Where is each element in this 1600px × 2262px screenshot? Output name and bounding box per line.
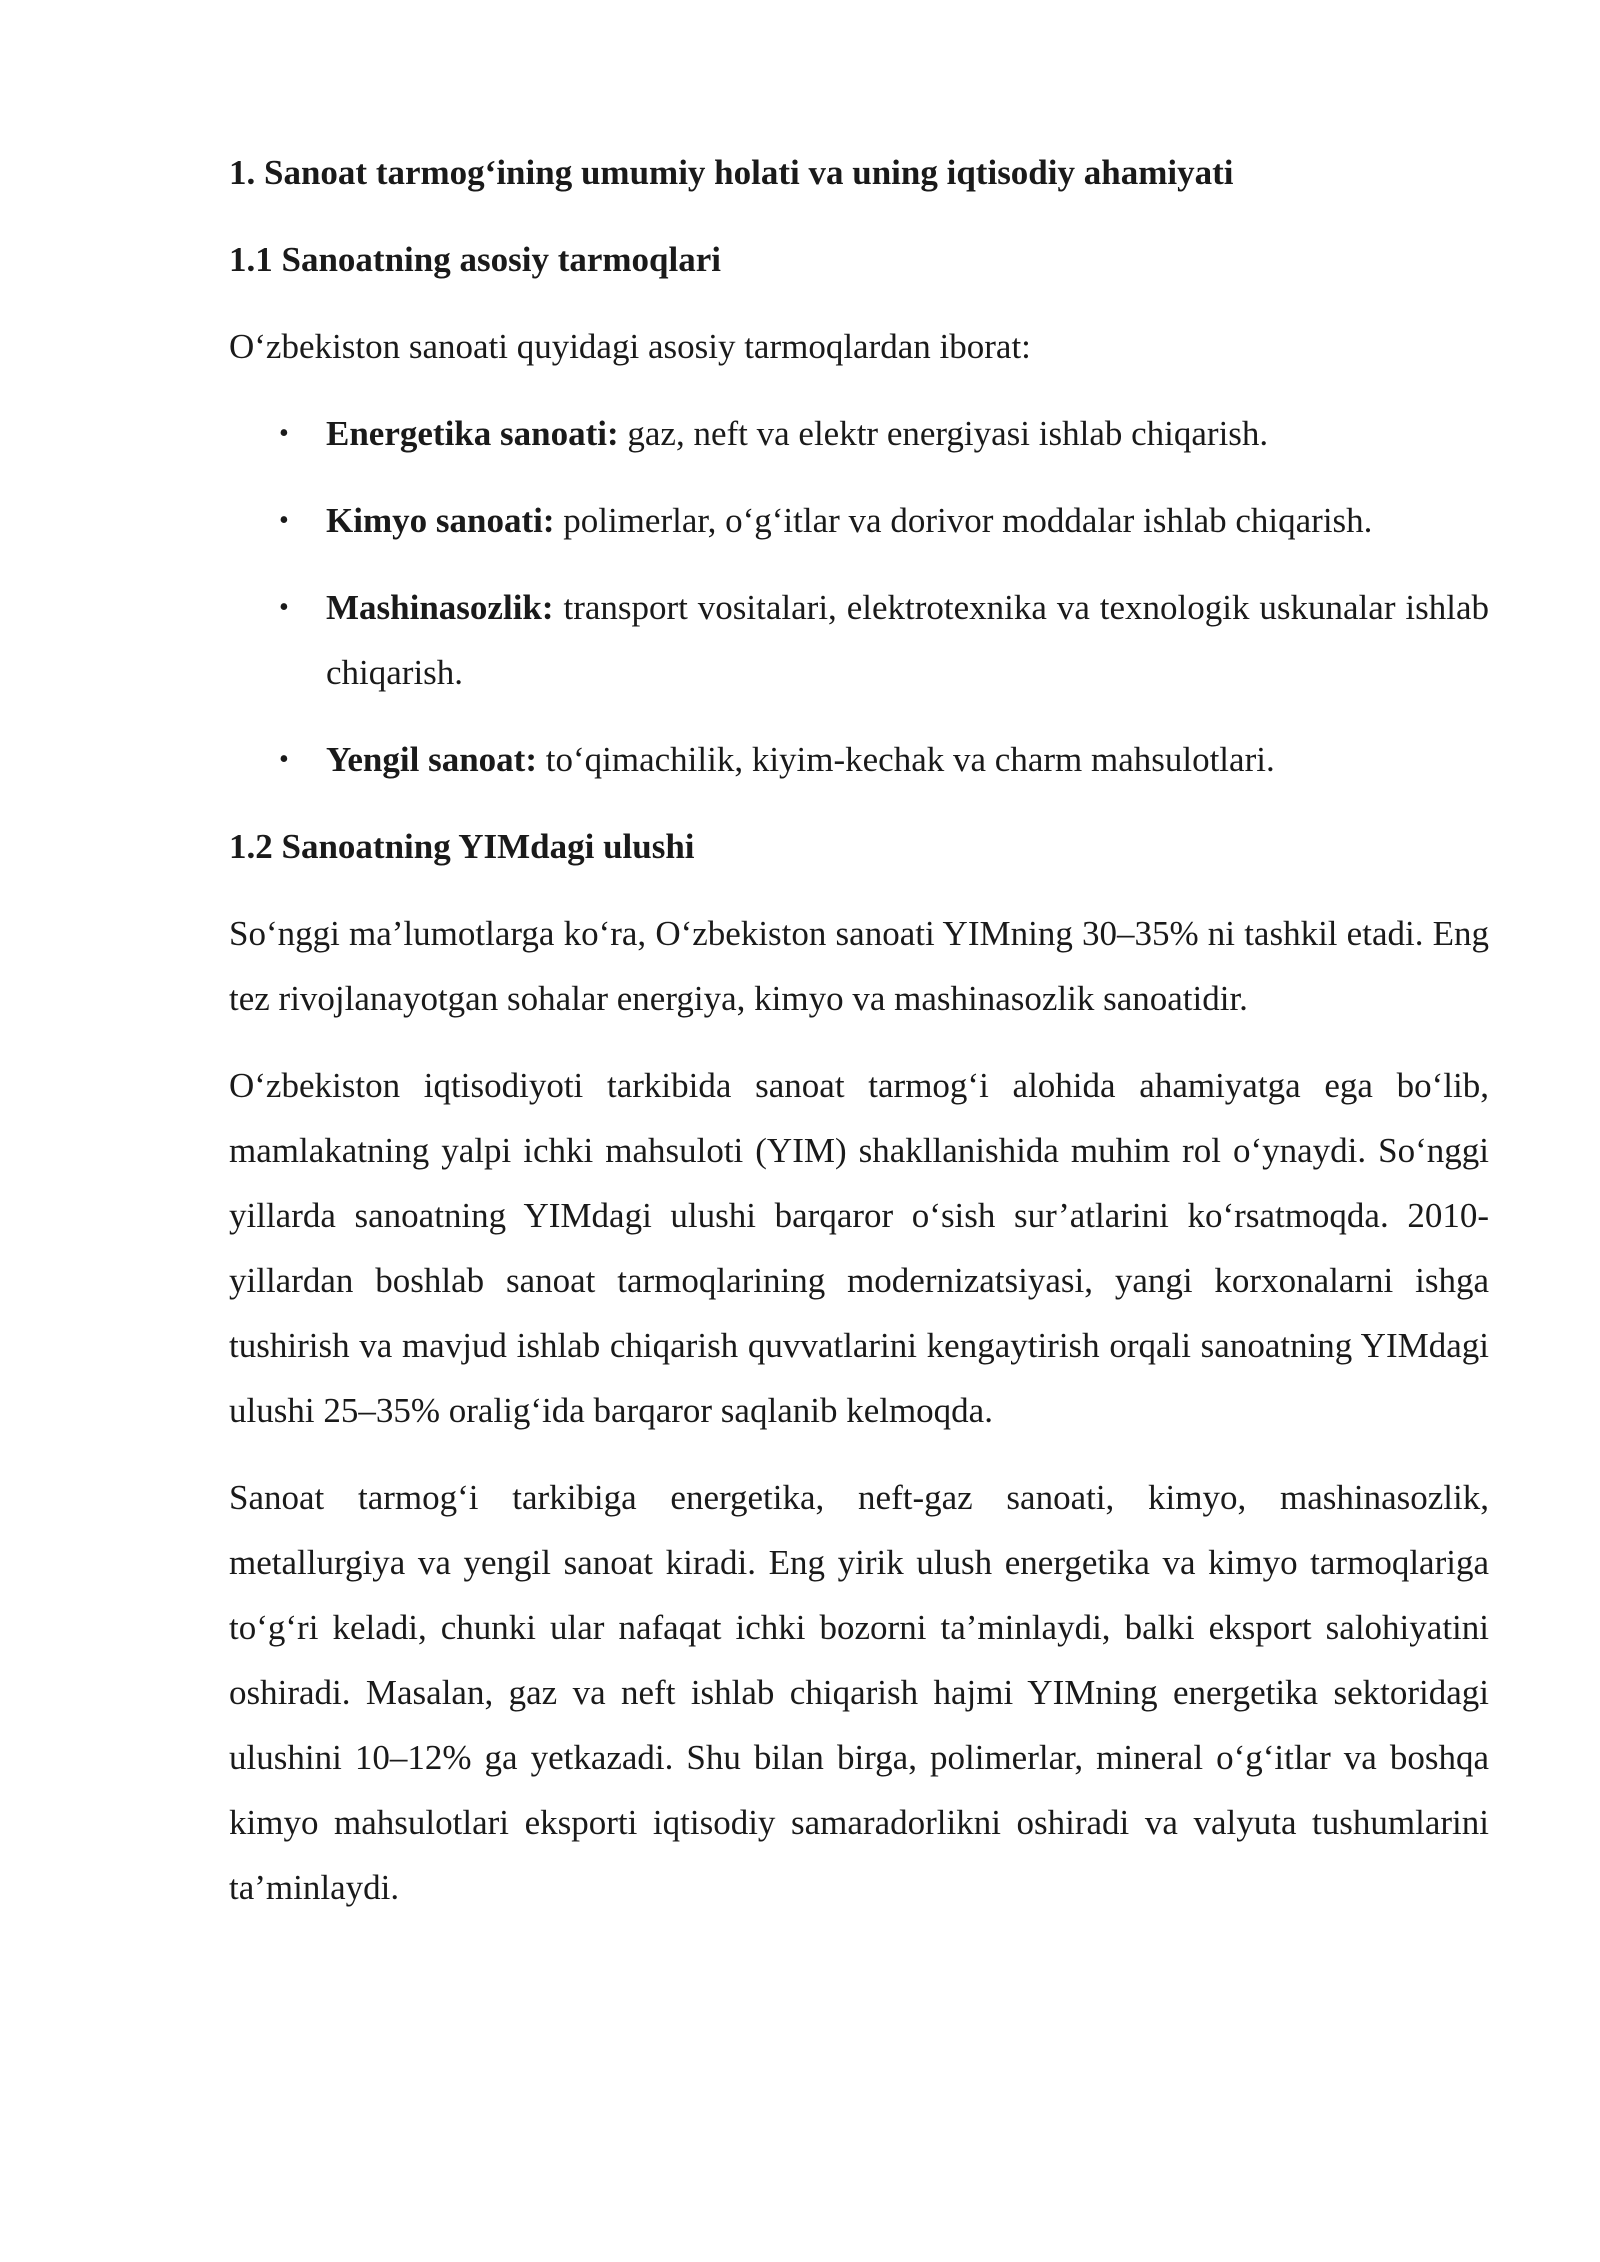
list-item bbox=[229, 488, 1489, 553]
body-paragraph: Sanoat tarmog‘i tarkibiga energetika, neft-gaz sanoati, kimyo, mashinasozlik, metallurgiya va yengil sanoat kiradi. Eng yirik ulush energetika va kimyo tarmoqlariga to‘g‘ri keladi, chunki ular nafaqat ichki bozorni ta’minlaydi, balki eksport salohiyatini oshiradi. Masalan, gaz va neft ishlab chiqarish hajmi YIMning energetika sektoridagi ulushini 10–12% ga yetkazadi. Shu bilan birga, polimerlar, mineral o‘g‘itlar va boshqa kimyo mahsulotlari eksporti iqtisodiy samaradorlikni oshiradi va valyuta tushumlarini ta’minlaydi. bbox=[229, 1478, 1489, 1907]
bullet-icon: • bbox=[279, 744, 289, 775]
list-item-term: Kimyo sanoati: bbox=[326, 501, 555, 540]
list-item-text: to‘qimachilik, kiyim-kechak va charm mahsulotlari. bbox=[537, 740, 1275, 779]
industry-branches-list bbox=[229, 401, 1489, 792]
bullet-icon: • bbox=[279, 418, 289, 449]
list-item-term: Energetika sanoati: bbox=[326, 414, 619, 453]
bullet-icon: • bbox=[279, 505, 289, 536]
list-item-term: Mashinasozlik: bbox=[326, 588, 554, 627]
list-item-term: Yengil sanoat: bbox=[326, 740, 537, 779]
section-title: 1. Sanoat tarmog‘ining umumiy holati va uning iqtisodiy ahamiyati bbox=[229, 153, 1234, 192]
list-item bbox=[229, 727, 1489, 792]
subsection-title-1-2: 1.2 Sanoatning YIMdagi ulushi bbox=[229, 827, 695, 866]
list-item bbox=[229, 401, 1489, 466]
intro-paragraph: O‘zbekiston sanoati quyidagi asosiy tarmoqlardan iborat: bbox=[229, 327, 1031, 366]
document-page bbox=[229, 140, 1489, 1942]
bullet-icon: • bbox=[279, 592, 289, 623]
list-item-text: transport vositalari, elektrotexnika va texnologik uskunalar ishlab chiqarish. bbox=[326, 588, 1489, 692]
list-item-text: gaz, neft va elektr energiyasi ishlab chiqarish. bbox=[618, 414, 1269, 453]
list-item-text: polimerlar, o‘g‘itlar va dorivor moddalar ishlab chiqarish. bbox=[554, 501, 1373, 540]
body-paragraph: O‘zbekiston iqtisodiyoti tarkibida sanoat tarmog‘i alohida ahamiyatga ega bo‘lib, mamlakatning yalpi ichki mahsuloti (YIM) shakllanishida muhim rol o‘ynaydi. So‘nggi yillarda sanoatning YIMdagi ulushi barqaror o‘sish sur’atlarini ko‘rsatmoqda. 2010-yillardan boshlab sanoat tarmoqlarining modernizatsiyasi, yangi korxonalarni ishga tushirish va mavjud ishlab chiqarish quvvatlarini kengaytirish orqali sanoatning YIMdagi ulushi 25–35% oralig‘ida barqaror saqlanib kelmoqda. bbox=[229, 1066, 1489, 1430]
list-item bbox=[229, 575, 1489, 705]
subsection-title-1-1: 1.1 Sanoatning asosiy tarmoqlari bbox=[229, 240, 721, 279]
body-paragraph: So‘nggi ma’lumotlarga ko‘ra, O‘zbekiston sanoati YIMning 30–35% ni tashkil etadi. Eng tez rivojlanayotgan sohalar energiya, kimyo va mashinasozlik sanoatidir. bbox=[229, 914, 1489, 1018]
